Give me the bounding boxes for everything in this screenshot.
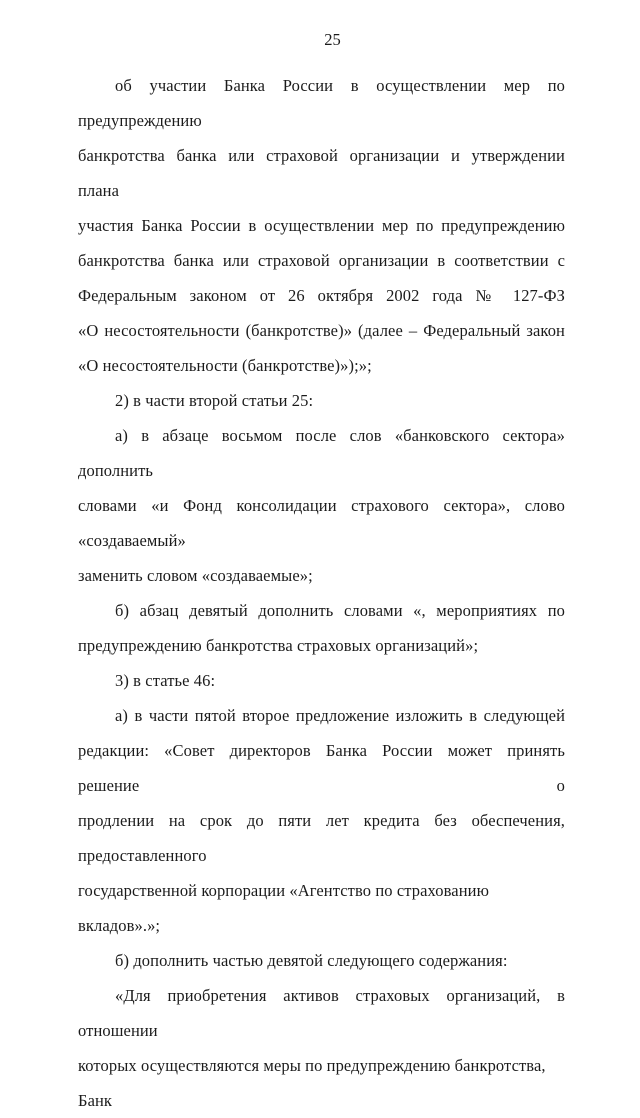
paragraph <box>78 383 565 418</box>
text-line: «О несостоятельности (банкротстве)» (далее – Федеральный закон <box>78 321 565 340</box>
text-line: редакции: «Совет директоров Банка России может принять решение о <box>78 741 565 795</box>
paragraph <box>78 698 565 943</box>
paragraph <box>78 943 565 978</box>
page-number: 25 <box>324 30 341 49</box>
text-line: продлении на срок до пяти лет кредита без обеспечения, предоставленного <box>78 811 565 865</box>
document-body <box>78 68 565 1118</box>
text-line: б) дополнить частью девятой следующего содержания: <box>115 951 508 970</box>
text-line: банкротства банка или страховой организации в соответствии с <box>78 251 565 270</box>
paragraph <box>78 593 565 663</box>
text-line: участия Банка России в осуществлении мер по предупреждению <box>78 216 565 235</box>
text-line: «О несостоятельности (банкротстве)»);»; <box>78 356 372 375</box>
text-line: об участии Банка России в осуществлении мер по предупреждению <box>78 76 565 130</box>
text-line: Федеральным законом от 26 октября 2002 года № 127-ФЗ <box>78 286 565 305</box>
text-line: банкротства банка или страховой организации и утверждении плана <box>78 146 565 200</box>
text-line: которых осуществляются меры по предупреждению банкротства, Банк <box>78 1056 546 1110</box>
text-line: «Для приобретения активов страховых организаций, в отношении <box>78 986 565 1040</box>
text-line: заменить словом «создаваемые»; <box>78 566 313 585</box>
text-line: 2) в части второй статьи 25: <box>115 391 314 410</box>
text-line: словами «и Фонд консолидации страхового сектора», слово «создаваемый» <box>78 496 565 550</box>
paragraph <box>78 68 565 383</box>
text-line: государственной корпорации «Агентство по страхованию вкладов».»; <box>78 881 490 935</box>
paragraph <box>78 663 565 698</box>
text-line: а) в части пятой второе предложение изложить в следующей <box>115 706 565 725</box>
text-line: а) в абзаце восьмом после слов «банковского сектора» дополнить <box>78 426 565 480</box>
document-page <box>0 30 640 1110</box>
text-line: 3) в статье 46: <box>115 671 216 690</box>
text-line: предупреждению банкротства страховых организаций»; <box>78 636 479 655</box>
text-line: б) абзац девятый дополнить словами «, мероприятиях по <box>115 601 565 620</box>
paragraph <box>78 418 565 593</box>
paragraph <box>78 978 565 1118</box>
